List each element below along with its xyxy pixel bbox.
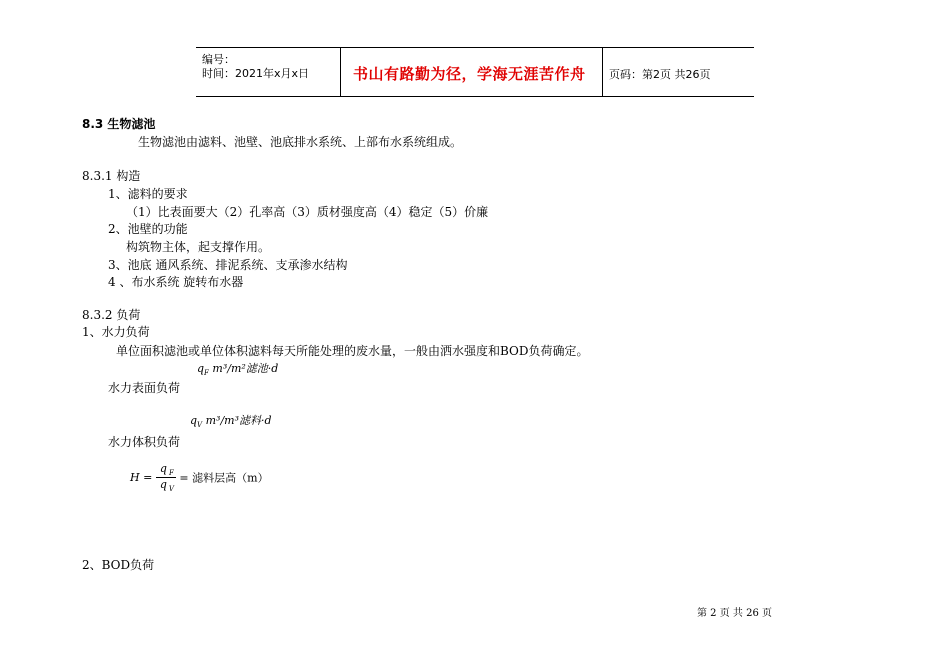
structure-item-2: 2、池壁的功能 xyxy=(108,222,188,236)
header-number-label: 编号： xyxy=(202,53,235,66)
footer-page-number: 第 2 页 共 26 页 xyxy=(697,608,772,619)
surface-load-label: 水力表面负荷 xyxy=(108,381,181,395)
structure-item-2-detail: 构筑物主体，起支撑作用。 xyxy=(126,240,271,254)
hydraulic-load-text: 单位面积滤池或单位体积滤料每天所能处理的废水量，一般由洒水强度和BOD负荷确定。 xyxy=(116,344,589,358)
header-motto: 书山有路勤为径，学海无涯苦作舟 xyxy=(353,65,586,83)
header-time-label: 时间：2021年x月x日 xyxy=(202,67,310,80)
bod-load-heading: 2、BOD负荷 xyxy=(82,558,155,572)
section-heading: 8.3 生物滤池 xyxy=(82,117,156,131)
formula-qv-symbol: q xyxy=(190,414,198,427)
header-bottom-rule xyxy=(196,96,754,97)
volume-load-label: 水力体积负荷 xyxy=(108,435,181,449)
formula-h-fraction xyxy=(156,462,176,493)
header-divider-left xyxy=(340,47,341,97)
formula-qf-symbol: q xyxy=(197,362,205,375)
formula-qf-sub: F xyxy=(204,369,209,378)
section-intro: 生物滤池由滤料、池壁、池底排水系统、上部布水系统组成。 xyxy=(138,135,463,149)
formula-qf-unit: m³/m²滤池·d xyxy=(212,362,279,375)
formula-qv xyxy=(190,412,272,429)
header-top-rule xyxy=(196,47,754,48)
formula-h-denominator: q $_V$ xyxy=(159,478,174,494)
structure-item-1-detail: （1）比表面要大（2）孔率高（3）质材强度高（4）稳定（5）价廉 xyxy=(126,205,489,219)
formula-h-lhs: H = xyxy=(130,471,153,485)
structure-heading: 8.3.1 构造 xyxy=(82,169,141,183)
formula-h-numerator: q $_F$ xyxy=(156,462,176,478)
header-divider-right xyxy=(602,47,603,97)
header-page-label: 页码：第2页 共26页 xyxy=(609,68,711,81)
hydraulic-load-heading: 1、水力负荷 xyxy=(82,325,150,339)
structure-item-4: 4 、布水系统 旋转布水器 xyxy=(108,275,244,289)
formula-h-rhs: = 滤料层高（m） xyxy=(179,471,269,485)
formula-qv-unit: m³/m³滤料·d xyxy=(205,414,272,427)
formula-qf xyxy=(197,360,278,377)
load-heading: 8.3.2 负荷 xyxy=(82,308,141,322)
formula-qv-sub: V xyxy=(197,421,203,430)
structure-item-1: 1、滤料的要求 xyxy=(108,187,188,201)
formula-h xyxy=(130,462,269,493)
structure-item-3: 3、池底 通风系统、排泥系统、支承渗水结构 xyxy=(108,258,348,272)
